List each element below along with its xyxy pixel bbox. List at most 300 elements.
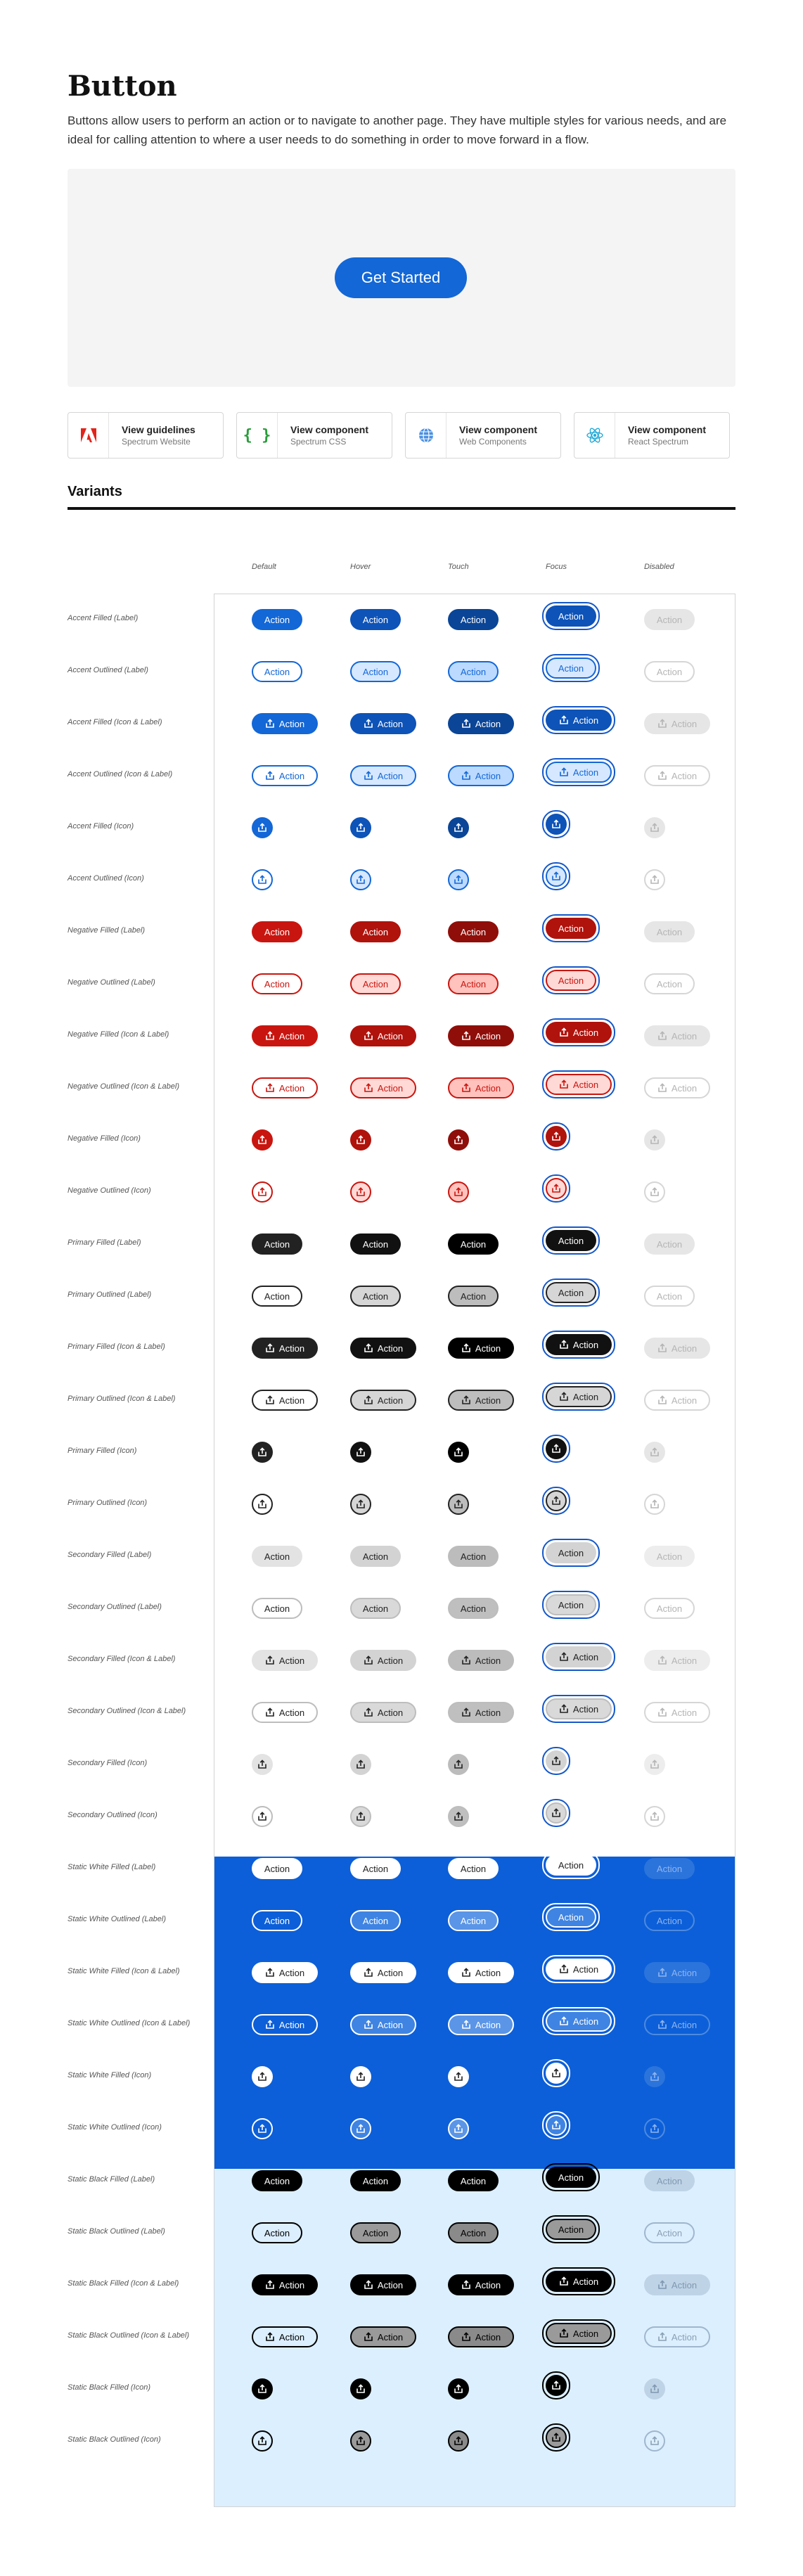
action-button[interactable]: [546, 1594, 596, 1615]
action-button[interactable]: [546, 918, 596, 939]
state-cell: [644, 2169, 695, 2193]
action-label: Action: [264, 978, 290, 989]
state-cell: [542, 1645, 615, 1669]
share-icon: [265, 2280, 275, 2290]
action-button[interactable]: [644, 1077, 710, 1098]
action-button[interactable]: [252, 2170, 302, 2191]
action-button[interactable]: [644, 2170, 695, 2191]
focus-ring: [542, 2163, 600, 2191]
state-cell: [350, 1492, 371, 1516]
action-button[interactable]: [644, 2222, 695, 2243]
state-cell: [644, 1076, 710, 1100]
share-icon: [657, 2332, 667, 2342]
action-button[interactable]: [350, 1962, 416, 1983]
action-button[interactable]: [350, 1650, 416, 1671]
state-cell: [350, 1700, 416, 1724]
action-button[interactable]: [350, 1910, 401, 1931]
state-cell: [350, 816, 371, 840]
action-button[interactable]: [644, 609, 695, 630]
icon-button[interactable]: [448, 2430, 469, 2452]
state-cell: [350, 2065, 371, 2089]
action-label: Action: [656, 1238, 683, 1250]
state-cell: [252, 1440, 273, 1464]
action-button[interactable]: [448, 1233, 499, 1255]
icon-button[interactable]: [644, 869, 665, 890]
action-button[interactable]: [546, 1334, 612, 1355]
share-icon: [257, 1760, 267, 1769]
icon-button[interactable]: [546, 1490, 567, 1511]
action-button[interactable]: [448, 1962, 514, 1983]
action-button[interactable]: [350, 921, 401, 942]
action-button[interactable]: [644, 2274, 710, 2295]
link-guidelines[interactable]: [68, 412, 224, 459]
action-button[interactable]: [252, 765, 318, 786]
action-button[interactable]: [644, 1702, 710, 1723]
link-web-components[interactable]: [405, 412, 561, 459]
action-button[interactable]: [252, 2274, 318, 2295]
variant-row-label: Primary Outlined (Icon & Label): [68, 1395, 176, 1403]
icon-button[interactable]: [644, 2430, 665, 2452]
icon-button[interactable]: [350, 2430, 371, 2452]
icon-button[interactable]: [350, 1442, 371, 1463]
focus-ring: [542, 1539, 600, 1567]
action-button[interactable]: [252, 1390, 318, 1411]
action-label: Action: [671, 770, 698, 781]
focus-ring: [542, 1226, 600, 1255]
action-button[interactable]: [252, 661, 302, 682]
state-cell: [448, 660, 499, 684]
action-button[interactable]: [448, 2170, 499, 2191]
icon-button[interactable]: [252, 1129, 273, 1151]
action-button[interactable]: [252, 1962, 318, 1983]
icon-button[interactable]: [350, 1494, 371, 1515]
variant-row-label: Accent Outlined (Icon & Label): [68, 770, 173, 778]
action-button[interactable]: [546, 1230, 596, 1251]
share-icon: [356, 2384, 366, 2394]
share-icon: [551, 1132, 561, 1141]
state-cell: [644, 1388, 710, 1412]
action-button[interactable]: [448, 2326, 514, 2347]
action-button[interactable]: [546, 1646, 612, 1667]
variant-row: [68, 2103, 735, 2155]
action-button[interactable]: [644, 921, 695, 942]
share-icon: [265, 1655, 275, 1665]
focus-ring: [542, 2423, 570, 2452]
icon-button[interactable]: [350, 1129, 371, 1151]
state-cell: [644, 660, 695, 684]
action-label: Action: [278, 770, 305, 781]
share-icon: [650, 2072, 660, 2082]
action-button[interactable]: [252, 1598, 302, 1619]
action-button[interactable]: [546, 1022, 612, 1043]
action-button[interactable]: [644, 1858, 695, 1879]
share-icon: [356, 1447, 366, 1457]
action-button[interactable]: [350, 1077, 416, 1098]
action-label: Action: [460, 2227, 487, 2238]
icon-button[interactable]: [350, 1754, 371, 1775]
action-label: Action: [475, 1707, 501, 1718]
action-button[interactable]: [546, 2011, 612, 2032]
icon-button[interactable]: [350, 817, 371, 838]
icon-button[interactable]: [252, 2066, 273, 2087]
state-cell: [350, 1336, 416, 1360]
action-button[interactable]: [644, 1390, 710, 1411]
action-label: Action: [475, 770, 501, 781]
variant-row-label: Static Black Outlined (Icon): [68, 2435, 161, 2444]
action-button[interactable]: [644, 2014, 710, 2035]
icon-button[interactable]: [252, 1181, 273, 1203]
action-button[interactable]: [350, 1598, 401, 1619]
action-button[interactable]: [644, 661, 695, 682]
icon-button[interactable]: [252, 869, 273, 890]
variant-row: [68, 646, 735, 698]
action-label: Action: [475, 1082, 501, 1094]
action-button[interactable]: [448, 1598, 499, 1619]
focus-ring: [542, 1279, 600, 1307]
action-button[interactable]: [252, 1338, 318, 1359]
action-button[interactable]: [350, 609, 401, 630]
icon-button[interactable]: [546, 1750, 567, 1771]
action-label: Action: [377, 2279, 404, 2290]
variant-row-label: Static Black Filled (Icon & Label): [68, 2279, 179, 2288]
state-cell: [350, 972, 401, 996]
icon-button[interactable]: [546, 1438, 567, 1459]
action-button[interactable]: [350, 1286, 401, 1307]
state-cell: [448, 1961, 514, 1985]
action-label: Action: [671, 1395, 698, 1406]
action-button[interactable]: [546, 970, 596, 991]
braces-icon: { }: [237, 413, 278, 458]
action-button[interactable]: [546, 762, 612, 783]
variant-row: [68, 698, 735, 750]
action-button[interactable]: [546, 2323, 612, 2344]
share-icon: [551, 2068, 561, 2078]
action-button[interactable]: [350, 2014, 416, 2035]
action-button[interactable]: [448, 2014, 514, 2035]
state-cell: [644, 1232, 695, 1256]
icon-button[interactable]: [252, 2430, 273, 2452]
action-label: Action: [278, 1343, 305, 1354]
get-started-button[interactable]: Get Started: [335, 257, 467, 298]
icon-button[interactable]: [546, 2063, 567, 2084]
action-label: Action: [362, 978, 389, 989]
variant-row: [68, 1686, 735, 1738]
variant-row: [68, 906, 735, 958]
icon-button[interactable]: [644, 1754, 665, 1775]
action-button[interactable]: [546, 658, 596, 679]
action-button[interactable]: [252, 609, 302, 630]
share-icon: [461, 2020, 471, 2030]
icon-button[interactable]: [350, 2378, 371, 2399]
action-button[interactable]: [252, 973, 302, 994]
share-icon: [356, 2072, 366, 2082]
icon-button[interactable]: [644, 1181, 665, 1203]
icon-button[interactable]: [448, 2066, 469, 2087]
share-icon: [559, 1704, 569, 1714]
action-button[interactable]: [448, 2274, 514, 2295]
icon-button[interactable]: [644, 2118, 665, 2139]
focus-ring: [542, 1903, 600, 1931]
action-button[interactable]: [448, 1858, 499, 1879]
action-button[interactable]: [546, 1959, 612, 1980]
action-button[interactable]: [448, 1025, 514, 1046]
action-button[interactable]: [546, 2219, 596, 2240]
action-button[interactable]: [546, 1907, 596, 1928]
icon-button[interactable]: [350, 869, 371, 890]
action-button[interactable]: [350, 2222, 401, 2243]
action-button[interactable]: [546, 605, 596, 627]
action-button[interactable]: [448, 1390, 514, 1411]
icon-button[interactable]: [546, 2115, 567, 2136]
action-button[interactable]: [350, 1858, 401, 1879]
link-react-spectrum[interactable]: [574, 412, 730, 459]
variant-row: [68, 2051, 735, 2103]
icon-button[interactable]: [252, 1442, 273, 1463]
icon-button[interactable]: [448, 869, 469, 890]
action-button[interactable]: [546, 2167, 596, 2188]
state-cell: [350, 2013, 416, 2037]
action-button[interactable]: [546, 1698, 612, 1719]
action-button[interactable]: [448, 1546, 499, 1567]
variant-row-label: Static Black Filled (Icon): [68, 2383, 150, 2392]
state-cell: [252, 972, 302, 996]
action-label: Action: [656, 1603, 683, 1614]
action-button[interactable]: [448, 921, 499, 942]
state-cell: [644, 1336, 710, 1360]
variant-row: [68, 2363, 735, 2415]
action-button[interactable]: [448, 1338, 514, 1359]
action-label: Action: [656, 666, 683, 677]
share-icon: [657, 1031, 667, 1041]
state-cell: [542, 2217, 600, 2241]
action-button[interactable]: [448, 1910, 499, 1931]
state-cell: [350, 1805, 371, 1828]
state-cell: [542, 1177, 570, 1200]
icon-button[interactable]: [644, 1442, 665, 1463]
action-button[interactable]: [448, 661, 499, 682]
action-button[interactable]: [546, 2271, 612, 2292]
icon-button[interactable]: [252, 1806, 273, 1827]
action-button[interactable]: [644, 1910, 695, 1931]
action-button[interactable]: [448, 1702, 514, 1723]
action-button[interactable]: [546, 1282, 596, 1303]
state-cell: [644, 712, 710, 736]
action-label: Action: [264, 666, 290, 677]
action-button[interactable]: [644, 1962, 710, 1983]
icon-button[interactable]: [252, 2118, 273, 2139]
action-button[interactable]: [350, 1702, 416, 1723]
icon-button[interactable]: [448, 1754, 469, 1775]
action-button[interactable]: [448, 973, 499, 994]
action-button[interactable]: [546, 1542, 596, 1563]
action-button[interactable]: [350, 2274, 416, 2295]
action-button[interactable]: [350, 1546, 401, 1567]
icon-button[interactable]: [448, 1442, 469, 1463]
icon-button[interactable]: [546, 814, 567, 835]
icon-button[interactable]: [350, 1181, 371, 1203]
icon-button[interactable]: [546, 866, 567, 887]
variant-row: [68, 1478, 735, 1530]
action-label: Action: [377, 2331, 404, 2343]
variant-row-label: Accent Filled (Icon & Label): [68, 718, 162, 726]
action-button[interactable]: [350, 1233, 401, 1255]
action-button[interactable]: [448, 609, 499, 630]
action-button[interactable]: [644, 1338, 710, 1359]
variant-row-label: Static White Filled (Icon): [68, 2071, 152, 2080]
action-button[interactable]: [644, 1598, 695, 1619]
action-button[interactable]: [252, 1025, 318, 1046]
action-label: Action: [362, 666, 389, 677]
action-button[interactable]: [252, 2222, 302, 2243]
state-cell: [252, 2013, 318, 2037]
action-button[interactable]: [644, 1025, 710, 1046]
action-button[interactable]: [252, 1546, 302, 1567]
action-button[interactable]: [644, 713, 710, 734]
action-button[interactable]: [644, 2326, 710, 2347]
action-button[interactable]: [448, 1286, 499, 1307]
action-button[interactable]: [644, 1546, 695, 1567]
icon-button[interactable]: [644, 817, 665, 838]
variant-row: [68, 1947, 735, 1999]
action-label: Action: [377, 1343, 404, 1354]
action-button[interactable]: [252, 2014, 318, 2035]
icon-button[interactable]: [252, 1494, 273, 1515]
action-button[interactable]: [448, 1077, 514, 1098]
action-button[interactable]: [350, 973, 401, 994]
share-icon: [364, 1031, 373, 1041]
focus-ring: [542, 2319, 615, 2347]
action-label: Action: [278, 1655, 305, 1666]
action-button[interactable]: [644, 1650, 710, 1671]
icon-button[interactable]: [546, 2427, 567, 2448]
action-button[interactable]: [546, 710, 612, 731]
icon-button[interactable]: [546, 2375, 567, 2396]
action-button[interactable]: [252, 713, 318, 734]
state-cell: [350, 608, 401, 632]
icon-button[interactable]: [644, 1129, 665, 1151]
icon-button[interactable]: [448, 2378, 469, 2399]
icon-button[interactable]: [644, 1806, 665, 1827]
action-button[interactable]: [350, 765, 416, 786]
icon-button[interactable]: [448, 1181, 469, 1203]
action-button[interactable]: [252, 2326, 318, 2347]
variant-row-label: Primary Outlined (Label): [68, 1290, 152, 1299]
action-button[interactable]: [644, 765, 710, 786]
action-button[interactable]: [350, 1390, 416, 1411]
icon-button[interactable]: [644, 2378, 665, 2399]
icon-button[interactable]: [644, 1494, 665, 1515]
icon-button[interactable]: [546, 1802, 567, 1824]
icon-button[interactable]: [546, 1178, 567, 1199]
action-label: Action: [572, 1079, 599, 1090]
action-button[interactable]: [252, 921, 302, 942]
icon-button[interactable]: [448, 1129, 469, 1151]
share-icon: [551, 1808, 561, 1818]
link-spectrum-css[interactable]: [236, 412, 392, 459]
variant-row: [68, 1270, 735, 1322]
state-cell: [350, 1857, 401, 1880]
icon-button[interactable]: [448, 1494, 469, 1515]
state-cell: [644, 764, 710, 788]
variant-row-label: Accent Filled (Icon): [68, 822, 134, 831]
action-button[interactable]: [448, 2222, 499, 2243]
action-label: Action: [572, 767, 599, 778]
share-icon: [650, 1135, 660, 1145]
variant-row: [68, 2415, 735, 2467]
action-button[interactable]: [252, 1702, 318, 1723]
action-button[interactable]: [546, 1854, 596, 1876]
icon-button[interactable]: [448, 2118, 469, 2139]
icon-button[interactable]: [350, 2066, 371, 2087]
state-cell: [542, 2426, 570, 2449]
action-button[interactable]: [350, 2170, 401, 2191]
action-label: Action: [377, 1967, 404, 1978]
action-button[interactable]: [252, 1233, 302, 1255]
action-button[interactable]: [350, 661, 401, 682]
action-button[interactable]: [448, 765, 514, 786]
focus-ring: [542, 1122, 570, 1151]
share-icon: [265, 771, 275, 781]
variant-row-label: Negative Outlined (Icon): [68, 1186, 151, 1195]
action-label: Action: [278, 2331, 305, 2343]
icon-button[interactable]: [448, 817, 469, 838]
action-button[interactable]: [350, 713, 416, 734]
state-cell: [644, 1909, 695, 1933]
react-icon: [574, 413, 615, 458]
action-button[interactable]: [644, 973, 695, 994]
action-label: Action: [377, 2019, 404, 2030]
action-label: Action: [572, 2276, 599, 2287]
icon-button[interactable]: [252, 2378, 273, 2399]
action-button[interactable]: [546, 1074, 612, 1095]
icon-button[interactable]: [350, 1806, 371, 1827]
icon-button[interactable]: [546, 1126, 567, 1147]
action-button[interactable]: [252, 1858, 302, 1879]
variant-row-label: Primary Outlined (Icon): [68, 1499, 148, 1507]
page-title: Button: [68, 70, 177, 103]
focus-ring: [542, 1799, 570, 1827]
action-button[interactable]: [252, 1286, 302, 1307]
focus-ring: [542, 654, 600, 682]
state-cell: [252, 1388, 318, 1412]
action-button[interactable]: [644, 1233, 695, 1255]
action-label: Action: [278, 1967, 305, 1978]
action-button[interactable]: [448, 713, 514, 734]
action-button[interactable]: [350, 1338, 416, 1359]
share-icon: [559, 1652, 569, 1662]
action-button[interactable]: [252, 1650, 318, 1671]
action-button[interactable]: [448, 1650, 514, 1671]
icon-button[interactable]: [448, 1806, 469, 1827]
share-icon: [650, 1187, 660, 1197]
share-icon: [356, 1135, 366, 1145]
action-button[interactable]: [546, 1386, 612, 1407]
action-button[interactable]: [350, 1025, 416, 1046]
icon-button[interactable]: [350, 2118, 371, 2139]
action-button[interactable]: [644, 1286, 695, 1307]
action-button[interactable]: [252, 1077, 318, 1098]
share-icon: [265, 1395, 275, 1405]
icon-button[interactable]: [252, 1754, 273, 1775]
action-button[interactable]: [350, 2326, 416, 2347]
focus-ring: [542, 2059, 570, 2087]
state-cell: [542, 1593, 600, 1617]
action-button[interactable]: [252, 1910, 302, 1931]
focus-ring: [542, 1435, 570, 1463]
share-icon: [356, 1812, 366, 1821]
icon-button[interactable]: [644, 2066, 665, 2087]
icon-button[interactable]: [252, 817, 273, 838]
